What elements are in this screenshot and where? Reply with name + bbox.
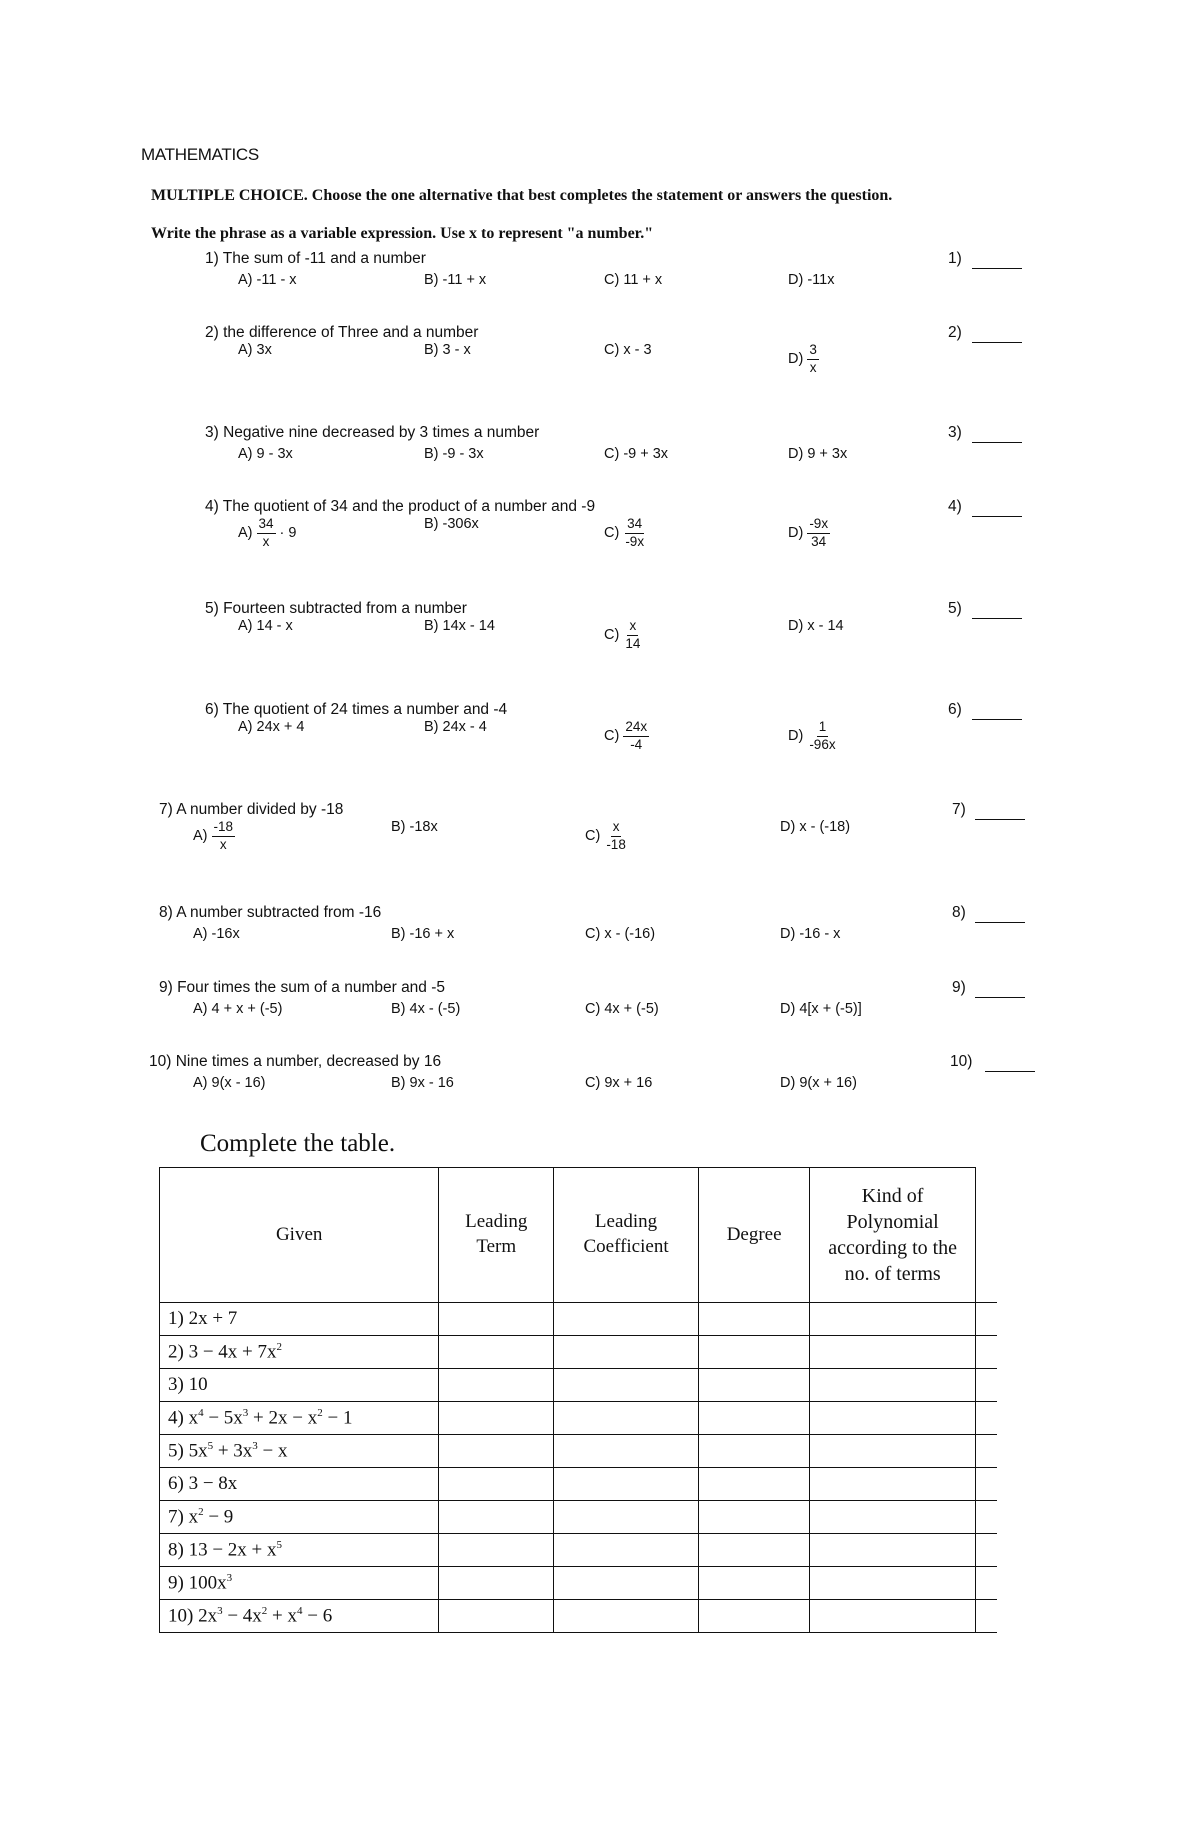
answer-number: 3) [948,424,962,441]
option-c[interactable] [604,272,662,288]
question-text: 4) The quotient of 34 and the product of a number and -9 [205,498,596,515]
exponent: 5 [276,1538,283,1551]
answer-cell-degree[interactable] [699,1468,810,1501]
option-label: B) -9 - 3x [424,446,484,462]
exponent: 2 [198,1505,204,1518]
fraction [623,618,642,653]
fraction [623,516,646,551]
row-spacer [976,1369,997,1402]
exponent: 4 [297,1604,303,1617]
question-text: 7) A number divided by -18 [159,801,344,818]
row-number: 5) [168,1440,184,1462]
option-d[interactable] [780,1075,857,1091]
table-row [160,1336,998,1369]
option-label: A) 3x [238,342,272,358]
option-c[interactable] [585,1001,659,1017]
row-spacer [976,1600,997,1633]
fraction [212,819,236,854]
option-b[interactable] [424,446,484,462]
answer-cell-leading-term[interactable] [439,1303,554,1336]
expression-text: 3 − 8x [188,1473,238,1494]
table-row [160,1468,998,1501]
option-label: C) 9x + 16 [585,1075,653,1091]
answer-cell-leading-coefficient[interactable] [554,1303,699,1336]
option-d[interactable] [788,272,834,288]
answer-cell-kind[interactable] [810,1468,976,1501]
given-cell [160,1501,439,1534]
header-given: Given [160,1168,439,1303]
expression-text: 100x [188,1572,227,1594]
fraction-denominator: -96x [809,736,836,752]
fraction-numerator: x [627,618,638,636]
answer-cell-leading-term[interactable] [439,1369,554,1402]
question-text: 9) Four times the sum of a number and -5 [159,979,446,996]
fraction-numerator: -9x [807,516,830,534]
fraction-denominator: x [262,533,270,549]
option-label: B) 24x - 4 [424,719,487,735]
answer-cell-leading-coefficient[interactable] [554,1435,699,1468]
fraction [807,719,837,754]
answer-cell-degree[interactable] [699,1369,810,1402]
option-label: B) -306x [424,516,479,532]
row-spacer [976,1501,997,1534]
answer-cell-leading-term[interactable] [439,1600,554,1633]
option-d[interactable] [788,516,830,551]
answer-cell-leading-coefficient[interactable] [554,1534,699,1567]
option-label: B) -16 + x [391,926,455,942]
question-text: 3) Negative nine decreased by 3 times a number [205,424,540,441]
answer-cell-kind[interactable] [810,1435,976,1468]
answer-number: 4) [948,498,962,515]
option-label: D) x - 14 [788,618,844,634]
answer-cell-kind[interactable] [810,1303,976,1336]
option-b[interactable] [391,1075,454,1091]
fraction-numerator: 1 [817,719,829,737]
option-a[interactable] [238,446,293,462]
answer-blank[interactable] [972,268,1022,269]
answer-cell-leading-term[interactable] [439,1468,554,1501]
answer-cell-leading-coefficient[interactable] [554,1567,699,1600]
option-label: D) [788,525,804,542]
table-row [160,1303,998,1336]
polynomial-table [159,1167,997,1633]
answer-cell-degree[interactable] [699,1336,810,1369]
fraction [257,516,276,551]
option-label: A) 9(x - 16) [193,1075,266,1091]
table-row [160,1600,998,1633]
option-label: D) -11x [788,272,835,288]
answer-blank[interactable] [975,997,1025,998]
option-label: C) [585,828,601,845]
row-spacer [976,1534,997,1567]
option-label: A) 9 - 3x [238,446,293,462]
expression-text: 13 − 2x + x [188,1539,277,1561]
option-d[interactable] [780,819,850,835]
table-title: Complete the table. [200,1130,396,1157]
question-text: 2) the difference of Three and a number [205,324,479,341]
answer-blank[interactable] [972,442,1022,443]
answer-cell-leading-term[interactable] [439,1435,554,1468]
option-label: C) [604,728,620,745]
answer-cell-kind[interactable] [810,1600,976,1633]
expression-text: 5x [188,1440,208,1462]
option-label: D) 4[x + (-5)] [780,1001,862,1017]
expression-text: 3 − 4x + 7x [188,1341,277,1363]
given-cell [160,1435,439,1468]
row-number: 8) [168,1539,184,1561]
expression-text: − 1 [322,1407,353,1429]
fraction-numerator: 34 [625,516,644,534]
given-cell [160,1369,439,1402]
option-d[interactable] [788,719,838,754]
answer-blank[interactable] [972,719,1022,720]
row-spacer [976,1336,997,1369]
option-a[interactable] [238,516,296,551]
table-row [160,1435,998,1468]
answer-blank[interactable] [975,819,1025,820]
answer-cell-degree[interactable] [699,1534,810,1567]
answer-cell-degree[interactable] [699,1303,810,1336]
row-spacer [976,1567,997,1600]
answer-cell-kind[interactable] [810,1369,976,1402]
option-b[interactable] [424,272,486,288]
option-label: D) 9(x + 16) [780,1075,857,1091]
answer-cell-leading-coefficient[interactable] [554,1369,699,1402]
answer-blank[interactable] [972,516,1022,517]
fraction-denominator: -4 [630,736,643,752]
answer-cell-leading-coefficient[interactable] [554,1468,699,1501]
option-b[interactable] [424,516,479,532]
answer-number: 7) [952,801,966,818]
question-text: 8) A number subtracted from -16 [159,904,382,921]
expression-text: 2x [198,1605,218,1627]
answer-number: 5) [948,600,962,617]
expression-text: − 6 [302,1605,333,1627]
option-label: C) x - 3 [604,342,652,358]
option-d[interactable] [788,618,844,634]
option-label: C) -9 + 3x [604,446,669,462]
option-a[interactable] [193,819,235,854]
row-spacer [976,1468,997,1501]
option-a[interactable] [238,618,293,634]
table-row [160,1402,998,1435]
option-label: B) 4x - (-5) [391,1001,461,1017]
option-b[interactable] [391,819,438,835]
given-cell [160,1402,439,1435]
row-spacer [976,1303,997,1336]
option-c[interactable] [585,1075,652,1091]
answer-cell-degree[interactable] [699,1567,810,1600]
option-label: C) [604,525,620,542]
header-degree: Degree [699,1168,810,1303]
fraction [807,342,819,377]
option-d[interactable] [788,446,847,462]
option-label: A) 4 + x + (-5) [193,1001,283,1017]
answer-blank[interactable] [972,618,1022,619]
fraction-denominator: -18 [606,836,626,852]
instruction-multiple-choice: MULTIPLE CHOICE. Choose the one alternative that best completes the statement or answers the question. [151,187,893,204]
answer-cell-kind[interactable] [810,1567,976,1600]
option-label: D) [788,728,804,745]
expression-text: + 2x − x [248,1407,318,1429]
option-a[interactable] [193,926,240,942]
option-label: A) 14 - x [238,618,293,634]
answer-blank[interactable] [985,1071,1035,1072]
fraction-denominator: 14 [625,635,641,651]
fraction-denominator: 34 [811,533,827,549]
fraction-numerator: x [611,819,622,837]
header-leading-coefficient: Leading Coefficient [554,1168,699,1303]
row-number: 3) [168,1374,184,1395]
option-label: A) 24x + 4 [238,719,305,735]
header-kind-of-polynomial: Kind of Polynomial according to the no. of terms [810,1168,976,1303]
answer-cell-kind[interactable] [810,1336,976,1369]
answer-cell-kind[interactable] [810,1402,976,1435]
option-label: B) 14x - 14 [424,618,495,634]
exponent: 2 [276,1340,283,1353]
answer-number: 10) [950,1053,973,1070]
fraction-denominator: x [809,359,817,375]
answer-cell-kind[interactable] [810,1534,976,1567]
exponent: 2 [261,1604,268,1617]
table-row [160,1501,998,1534]
given-cell [160,1567,439,1600]
option-label: C) [604,627,620,644]
option-c[interactable] [585,926,655,942]
given-cell [160,1600,439,1633]
answer-cell-leading-term[interactable] [439,1567,554,1600]
header-leading-term: Leading Term [439,1168,554,1303]
fraction-numerator: 3 [807,342,819,360]
expression-text: 2x + 7 [188,1308,238,1329]
option-label: C) x - (-16) [585,926,656,942]
answer-blank[interactable] [972,342,1022,343]
option-label: A) [193,828,208,845]
option-label: D) 9 + 3x [788,446,848,462]
fraction-numerator: -18 [212,819,236,837]
exponent: 4 [198,1406,204,1419]
option-a[interactable] [238,719,305,735]
option-c[interactable] [604,446,668,462]
answer-number: 1) [948,250,962,267]
answer-cell-leading-term[interactable] [439,1336,554,1369]
row-spacer [976,1435,997,1468]
expression-text: + x [267,1605,298,1627]
option-a[interactable] [193,1075,266,1091]
option-label: A) [238,525,253,542]
option-b[interactable] [424,342,471,358]
row-number: 10) [168,1605,194,1627]
given-cell [160,1336,439,1369]
table-row [160,1534,998,1567]
option-d[interactable] [780,926,840,942]
option-suffix: · 9 [279,525,297,542]
expression-text: − 9 [203,1506,234,1528]
question-text: 1) The sum of -11 and a number [205,250,426,267]
fraction [604,819,628,854]
given-cell [160,1303,439,1336]
fraction-denominator: x [219,836,227,852]
fraction [807,516,830,551]
answer-cell-leading-term[interactable] [439,1534,554,1567]
expression-text: x [188,1506,199,1528]
exponent: 3 [252,1439,258,1452]
row-number: 6) [168,1473,184,1494]
answer-cell-leading-term[interactable] [439,1402,554,1435]
subject-title: MATHEMATICS [141,145,259,164]
exponent: 5 [207,1439,214,1452]
option-c[interactable] [604,342,652,358]
option-a[interactable] [193,1001,282,1017]
answer-cell-degree[interactable] [699,1435,810,1468]
option-label: D) x - (-18) [780,819,851,835]
row-number: 2) [168,1341,184,1363]
option-label: D) [788,351,804,368]
table-row [160,1369,998,1402]
question-text: 5) Fourteen subtracted from a number [205,600,467,617]
answer-cell-degree[interactable] [699,1402,810,1435]
expression-text: − 5x [203,1407,243,1429]
option-c[interactable] [604,618,642,653]
option-label: B) 3 - x [424,342,471,358]
option-a[interactable] [238,272,297,288]
option-b[interactable] [424,719,487,735]
table-row [160,1567,998,1600]
given-cell [160,1468,439,1501]
option-label: C) 11 + x [604,272,663,288]
row-number: 4) [168,1407,184,1429]
answer-cell-leading-coefficient[interactable] [554,1402,699,1435]
option-b[interactable] [391,1001,460,1017]
expression-text: + 3x [213,1440,253,1462]
instruction-variable-expression: Write the phrase as a variable expression. Use x to represent "a number." [151,225,654,242]
expression-text: − x [257,1440,288,1462]
option-label: A) -11 - x [238,272,297,288]
answer-blank[interactable] [975,922,1025,923]
answer-cell-degree[interactable] [699,1600,810,1633]
option-label: A) -16x [193,926,240,942]
answer-number: 2) [948,324,962,341]
option-c[interactable] [604,516,646,551]
option-a[interactable] [238,342,272,358]
option-b[interactable] [391,926,454,942]
option-label: B) 9x - 16 [391,1075,454,1091]
answer-cell-leading-coefficient[interactable] [554,1336,699,1369]
fraction [623,719,649,754]
row-spacer [976,1402,997,1435]
question-text: 10) Nine times a number, decreased by 16 [149,1053,442,1070]
option-b[interactable] [424,618,495,634]
fraction-denominator: -9x [625,533,645,549]
row-number: 9) [168,1572,184,1594]
option-c[interactable] [585,819,628,854]
expression-text: 10 [188,1374,208,1395]
table-header-row [160,1168,998,1303]
fraction-numerator: 34 [257,516,276,534]
exponent: 2 [317,1406,323,1419]
exponent: 3 [242,1406,249,1419]
given-cell [160,1534,439,1567]
answer-cell-leading-term[interactable] [439,1501,554,1534]
question-text: 6) The quotient of 24 times a number and -4 [205,701,508,718]
answer-cell-leading-coefficient[interactable] [554,1501,699,1534]
answer-number: 9) [952,979,966,996]
answer-number: 6) [948,701,962,718]
option-label: B) -11 + x [424,272,487,288]
option-d[interactable] [780,1001,862,1017]
option-d[interactable] [788,342,819,377]
option-label: D) -16 - x [780,926,841,942]
fraction-numerator: 24x [623,719,649,737]
option-label: C) 4x + (-5) [585,1001,659,1017]
expression-text: x [188,1407,199,1429]
option-c[interactable] [604,719,649,754]
answer-cell-degree[interactable] [699,1501,810,1534]
header-spacer [976,1168,997,1303]
expression-text: − 4x [222,1605,262,1627]
exponent: 3 [226,1571,233,1584]
table-body [160,1303,998,1633]
option-label: B) -18x [391,819,438,835]
row-number: 1) [168,1308,184,1329]
answer-cell-kind[interactable] [810,1501,976,1534]
answer-number: 8) [952,904,966,921]
row-number: 7) [168,1506,184,1528]
answer-cell-leading-coefficient[interactable] [554,1600,699,1633]
exponent: 3 [217,1604,223,1617]
